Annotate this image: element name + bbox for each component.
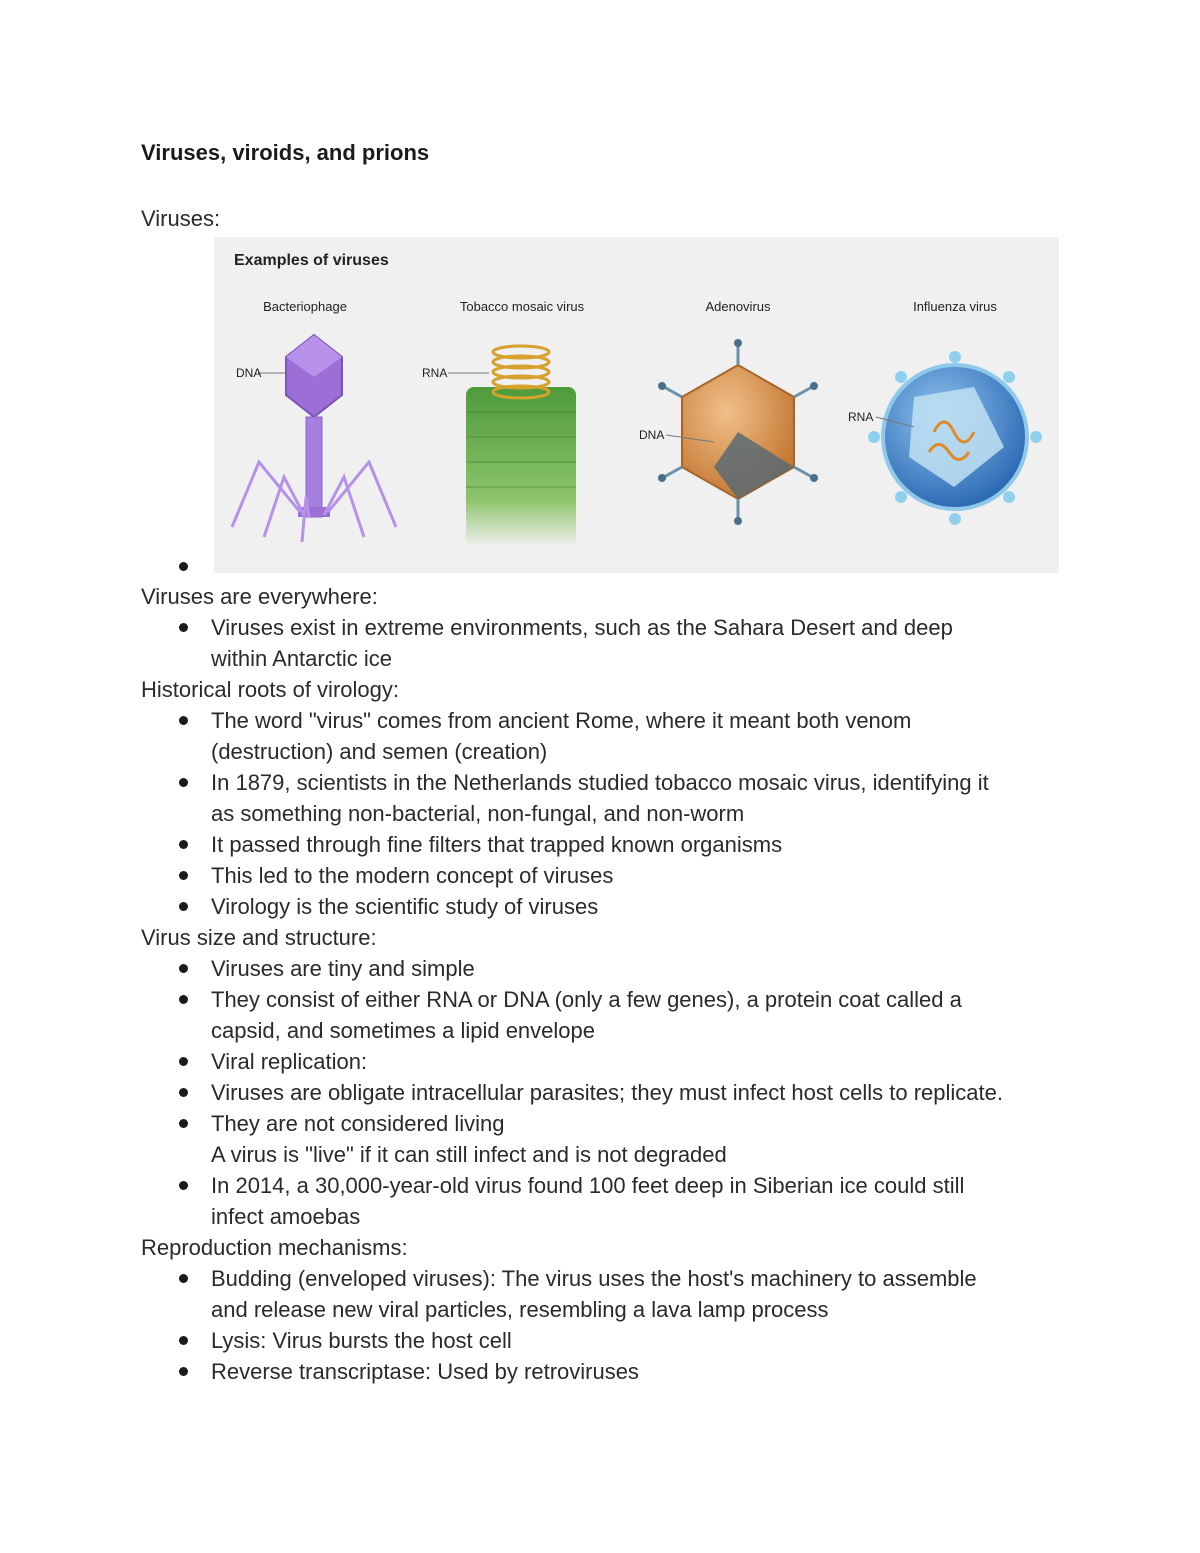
list-item: and release new viral particles, resembling a lava lamp process bbox=[211, 1297, 829, 1322]
bullet-icon bbox=[179, 1274, 188, 1283]
tobacco-mosaic-virus-drawing bbox=[422, 346, 576, 547]
bullet-icon bbox=[179, 778, 188, 787]
bullet-icon bbox=[179, 1088, 188, 1097]
bullet-icon bbox=[179, 716, 188, 725]
bullet-icon bbox=[179, 840, 188, 849]
bullet-icon bbox=[179, 1119, 188, 1128]
bullet-icon bbox=[179, 964, 188, 973]
viruses-heading: Viruses: bbox=[141, 206, 221, 231]
section-heading: Viruses are everywhere: bbox=[141, 584, 378, 609]
influenza-virus-drawing bbox=[848, 351, 1042, 525]
list-item: They are not considered living bbox=[211, 1111, 505, 1136]
bullet-icon bbox=[179, 995, 188, 1004]
list-item: It passed through fine filters that trapped known organisms bbox=[211, 832, 783, 857]
list-item: Viruses exist in extreme environments, such as the Sahara Desert and deep bbox=[211, 615, 953, 640]
bullet-icon bbox=[179, 902, 188, 911]
section-heading: Historical roots of virology: bbox=[141, 677, 399, 702]
label-rna-influenza-virus: RNA bbox=[848, 410, 874, 424]
list-item: They consist of either RNA or DNA (only a few genes), a protein coat called a bbox=[211, 987, 962, 1012]
list-item: Lysis: Virus bursts the host cell bbox=[211, 1328, 512, 1353]
list-item: Viruses are tiny and simple bbox=[211, 956, 475, 981]
list-item: This led to the modern concept of viruses bbox=[211, 863, 614, 888]
panel-name-bacteriophage: Bacteriophage bbox=[263, 299, 347, 314]
bullet-icon bbox=[179, 1181, 188, 1190]
list-item: Reverse transcriptase: Used by retroviruses bbox=[211, 1359, 639, 1384]
section-heading: Virus size and structure: bbox=[141, 925, 377, 950]
panel-name-tobacco-mosaic-virus: Tobacco mosaic virus bbox=[459, 299, 585, 314]
list-item: as something non-bacterial, non-fungal, and non-worm bbox=[211, 801, 745, 826]
list-item: capsid, and sometimes a lipid envelope bbox=[211, 1018, 596, 1043]
list-item: Virology is the scientific study of viruses bbox=[211, 894, 599, 919]
label-rna-tobacco-mosaic-virus: RNA bbox=[422, 366, 448, 380]
list-item: Viral replication: bbox=[211, 1049, 368, 1074]
list-item: A virus is "live" if it can still infect and is not degraded bbox=[211, 1142, 727, 1167]
adenovirus-drawing bbox=[639, 339, 818, 525]
list-item: The word "virus" comes from ancient Rome, where it meant both venom bbox=[211, 708, 912, 733]
list-item: infect amoebas bbox=[211, 1204, 361, 1229]
bacteriophage-drawing bbox=[232, 335, 396, 542]
bullet-icon bbox=[179, 1367, 188, 1376]
document-title: Viruses, viroids, and prions bbox=[141, 140, 430, 165]
figure-bullet bbox=[179, 562, 188, 571]
bullet-icon bbox=[179, 1336, 188, 1345]
list-item: In 1879, scientists in the Netherlands studied tobacco mosaic virus, identifying it bbox=[211, 770, 989, 795]
bullet-icon bbox=[179, 871, 188, 880]
list-item: (destruction) and semen (creation) bbox=[211, 739, 548, 764]
bullet-icon bbox=[179, 1057, 188, 1066]
list-item: within Antarctic ice bbox=[211, 646, 392, 671]
virus-illustration bbox=[214, 237, 1059, 573]
section-heading: Reproduction mechanisms: bbox=[141, 1235, 408, 1260]
virus-examples-figure bbox=[214, 237, 1059, 573]
panel-name-adenovirus: Adenovirus bbox=[705, 299, 771, 314]
bullet-icon bbox=[179, 623, 188, 632]
list-item: In 2014, a 30,000-year-old virus found 100 feet deep in Siberian ice could still bbox=[211, 1173, 965, 1198]
list-item: Viruses are obligate intracellular parasites; they must infect host cells to replicate. bbox=[211, 1080, 1003, 1105]
label-dna-bacteriophage: DNA bbox=[236, 366, 262, 380]
figure-title: Examples of viruses bbox=[234, 252, 389, 269]
panel-name-influenza-virus: Influenza virus bbox=[913, 299, 997, 314]
label-dna-adenovirus: DNA bbox=[639, 428, 665, 442]
list-item: Budding (enveloped viruses): The virus uses the host's machinery to assemble bbox=[211, 1266, 977, 1291]
